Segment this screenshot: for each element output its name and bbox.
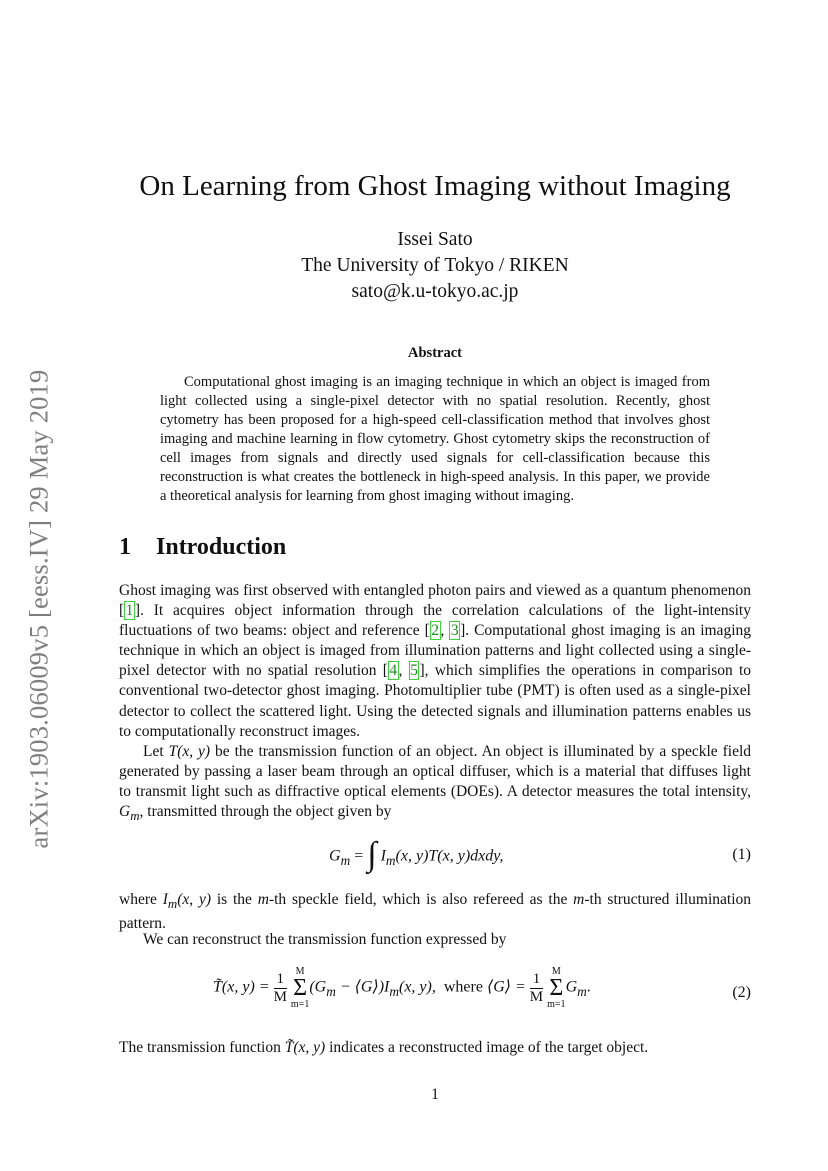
citation-link[interactable]: 3	[450, 622, 459, 640]
intro-paragraph-4: We can reconstruct the transmission function expressed by	[143, 931, 507, 948]
equation-1: $G_m$ = ∫ $I_m(x$, y)T(x, y)dxdy, (1)	[329, 836, 751, 873]
citation-link[interactable]: 4	[389, 662, 398, 680]
equation-2: T̃(x, y) = $\frac{1}{M}$ M Σ $m=1(G_m$ − $⟨G⟩)I_m(x$, y), where ⟨G⟩ = $\frac{1}{M}$ M Σ $m=1G_m$. (2)	[213, 966, 751, 1010]
abstract-text: Computational ghost imaging is an imaging technique in which an object is imaged from light collected using a single-pixel detector with no spatial resolution. Recently, ghost cytometry has been proposed for a high-speed cell-classification method that involves ghost imaging and machine learning in flow cytometry. Ghost cytometry skips the reconstruction of cell images from signals and directly used signals for cell-classification because this reconstruction is what creates the bottleneck in high-speed analysis. In this paper, we provide a theoretical analysis for learning from ghost imaging without imaging.	[160, 374, 710, 504]
section-number: 1	[119, 534, 131, 560]
citation-link[interactable]: 2	[431, 622, 440, 640]
author-affiliation: The University of Tokyo / RIKEN	[301, 255, 569, 276]
arxiv-sidebar	[14, 356, 64, 861]
author-email: sato@k.u-tokyo.ac.jp	[351, 281, 519, 302]
paper-title: On Learning from Ghost Imaging without Imaging	[139, 170, 731, 202]
equation-number: (2)	[732, 984, 751, 1001]
intro-paragraph-1: Ghost imaging was first observed with entangled photon pairs and viewed as a quantum phenomenon [1]. It acquires object information through the correlation calculations of the light-intensity fluctuations of two beams: object and reference [2, 3]. Computational ghost imaging is an imaging technique in which an object is imaged from illumination patterns and light collected using a single-pixel detector with no spatial resolution [4, 5], which simplifies the operations in comparison to conventional two-detector ghost imaging. Photomultiplier tube (PMT) is often used as a single-pixel detector to collect the scattered light. Using the detected signals and illumination patterns enables us to computationally reconstruct images.	[119, 582, 751, 740]
intro-paragraph-5: The transmission function T̃(x, y) indicates a reconstructed image of the target object.	[119, 1039, 649, 1056]
equation-number: (1)	[732, 846, 751, 863]
author-name: Issei Sato	[397, 229, 473, 250]
intro-paragraph-2: Let T(x, y) be the transmission function of an object. An object is illuminated by a speckle field generated by passing a laser beam through an optical diffuser, which is a material that diffuses light to transmit light such as diffractive optical elements (DOEs). A detector measures the total intensity, $G_m$, transmitted through the object given by	[119, 743, 752, 824]
citation-link[interactable]: 1	[125, 602, 134, 620]
citation-link[interactable]: 5	[410, 662, 418, 680]
arxiv-id: arXiv:1903.06009v5 [eess.IV] 29 May 2019	[23, 368, 54, 849]
section-title: Introduction	[156, 534, 287, 560]
page-number: 1	[431, 1086, 439, 1103]
abstract-heading: Abstract	[408, 345, 462, 361]
intro-paragraph-3: where $I_m(x$, y) is the m-th speckle field, which is also refereed as the m-th structured illumination pattern.	[119, 891, 751, 933]
section-heading	[119, 534, 286, 561]
